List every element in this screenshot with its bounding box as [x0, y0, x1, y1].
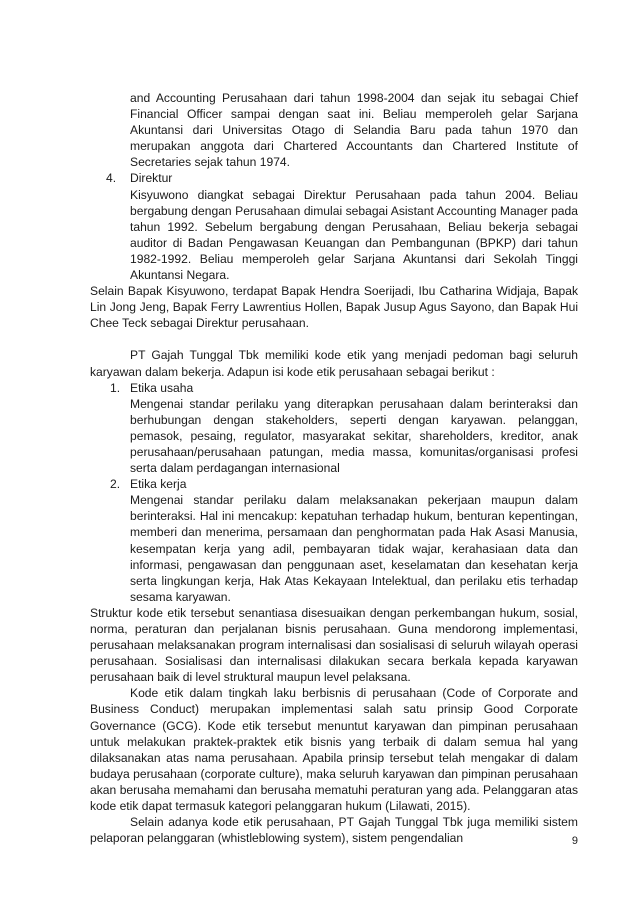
ethics-list: [90, 380, 578, 605]
list-item-title: Etika kerja: [130, 477, 187, 492]
list-item-body: Mengenai standar perilaku dalam melaksanakan pekerjaan maupun dalam berinteraksi. Hal ini mencakup: kepatuhan terhadap hukum, benturan kepentingan, memberi dan menerima, persamaan dan penghormatan pada Hak Asasi Manusia, kesempatan kerja yang adil, pembayaran tidak wajar, kerahasiaan data dan informasi, pengawasan dan penggunaan aset, keselamatan dan kesehatan kerja serta lingkungan kerja, Hak Atas Kekayaan Intelektual, dan perilaku etis terhadap sesama karyawan.: [130, 493, 578, 604]
list-number: 2.: [110, 477, 121, 492]
list-item-title: Etika usaha: [130, 380, 194, 395]
page-content: [90, 90, 578, 846]
list-item: [90, 380, 578, 477]
whistleblowing-paragraph: Selain adanya kode etik perusahaan, PT Gajah Tunggal Tbk juga memiliki sistem pelaporan pelanggaran (whistleblowing system), sistem pengendalian: [90, 815, 578, 846]
list-number: 4.: [106, 171, 117, 186]
page-number: 9: [571, 835, 578, 847]
list-item-title: Direktur: [130, 171, 173, 186]
continuation-paragraph: and Accounting Perusahaan dari tahun 1998-2004 dan sejak itu sebagai Chief Financial Officer sampai dengan saat ini. Beliau memperoleh gelar Sarjana Akuntansi dari Universitas Otago di Selandia Baru pada tahun 1970 dan merupakan anggota dari Chartered Accountants dan Chartered Institute of Secretaries sejak tahun 1974.: [130, 91, 578, 170]
list-item-body: Mengenai standar perilaku yang diterapkan perusahaan dalam berinteraksi dan berhubungan dengan stakeholders, seperti dengan karyawan. pelanggan, pemasok, pesaing, regulator, masyarakat sekitar, shareholders, kreditor, anak perusahaan/perusahaan patungan, media massa, komunitas/organisasi profesi serta dalam perdagangan internasional: [130, 396, 578, 476]
director-list-item: [90, 170, 578, 283]
conduct-paragraph: Kode etik dalam tingkah laku berbisnis di perusahaan (Code of Corporate and Business Conduct) merupakan implementasi salah satu prinsip Good Corporate Governance (GCG). Kode etik tersebut menuntut karyawan dan pimpinan perusahaan untuk melakukan praktek-praktek etik bisnis yang terbaik di dalam semua hal yang dilaksanakan atas nama perusahaan. Apabila prinsip tersebut telah mengakar di dalam budaya perusahaan (corporate culture), maka seluruh karyawan dan pimpinan perusahaan akan berusaha memahami dan berusaha mematuhi peraturan yang ada. Pelanggaran atas kode etik dapat termasuk kategori pelanggaran hukum (Lilawati, 2015).: [90, 686, 578, 814]
structure-paragraph: Struktur kode etik tersebut senantiasa disesuaikan dengan perkembangan hukum, sosial, norma, peraturan dan perjalanan bisnis perusahaan. Guna mendorong implementasi, perusahaan melaksanakan program internalisasi dan sosialisasi di seluruh wilayah operasi perusahaan. Sosialisasi dan internalisasi dilakukan secara berkala kepada karyawan perusahaan baik di level struktural maupun level pelaksana.: [90, 605, 578, 685]
other-directors-paragraph: Selain Bapak Kisyuwono, terdapat Bapak Hendra Soerijadi, Ibu Catharina Widjaja, Bapak Lin Jong Jeng, Bapak Ferry Lawrentius Hollen, Bapak Jusup Agus Sayono, dan Bapak Hui Chee Teck sebagai Direktur perusahaan.: [90, 284, 578, 331]
paragraph-gap: [90, 331, 578, 347]
list-item: [90, 476, 578, 605]
list-item-body: Kisyuwono diangkat sebagai Direktur Perusahaan pada tahun 2004. Beliau bergabung dengan Perusahaan dimulai sebagai Asistant Accounting Manager pada tahun 1992. Sebelum bergabung dengan Perusahaan, Beliau bekerja sebagai auditor di Badan Pengawasan Keuangan dan Pembangunan (BPKP) dari tahun 1982-1992. Beliau memperoleh gelar Sarjana Akuntansi dari Sekolah Tinggi Akuntansi Negara.: [130, 187, 578, 283]
list-number: 1.: [110, 380, 121, 395]
ethics-intro-paragraph: PT Gajah Tunggal Tbk memiliki kode etik yang menjadi pedoman bagi seluruh karyawan dalam bekerja. Adapun isi kode etik perusahaan sebagai berikut :: [90, 348, 578, 379]
